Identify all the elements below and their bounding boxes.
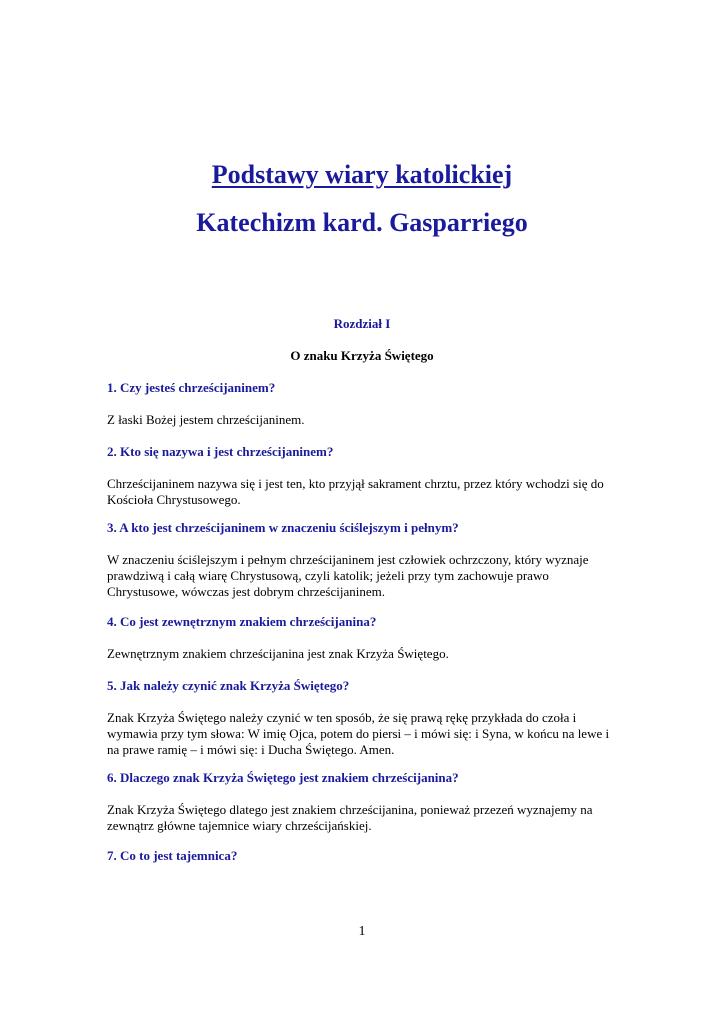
qa-item (107, 444, 622, 508)
question: 6. Dlaczego znak Krzyża Świętego jest znakiem chrześcijanina? (107, 770, 459, 785)
answer: Chrześcijaninem nazywa się i jest ten, kto przyjął sakrament chrztu, przez który wchodzi się do Kościoła Chrystusowego. (107, 476, 604, 507)
question: 5. Jak należy czynić znak Krzyża Świętego? (107, 678, 350, 693)
page-number: 1 (358, 924, 366, 939)
question: 4. Co jest zewnętrznym znakiem chrześcijanina? (107, 614, 377, 629)
answer: Zewnętrznym znakiem chrześcijanina jest znak Krzyża Świętego. (107, 646, 449, 661)
qa-item (107, 848, 622, 864)
question: 7. Co to jest tajemnica? (107, 848, 238, 863)
chapter-title: O znaku Krzyża Świętego (290, 348, 434, 363)
answer: Znak Krzyża Świętego dlatego jest znakiem chrześcijanina, ponieważ przezeń wyznajemy na zewnątrz główne tajemnice wiary chrześcijańskiej. (107, 802, 593, 833)
answer: Znak Krzyża Świętego należy czynić w ten sposób, że się prawą rękę przykłada do czoła i wymawia przy tym słowa: W imię Ojca, potem do piersi – i mówi się: i Syna, w końcu na lewe i na prawe ramię – i mówi się: i Ducha Świętego. Amen. (107, 710, 610, 757)
qa-item (107, 770, 622, 834)
question: 2. Kto się nazywa i jest chrześcijaninem? (107, 444, 334, 459)
document-title[interactable]: Podstawy wiary katolickiej (211, 160, 513, 189)
question: 1. Czy jesteś chrześcijaninem? (107, 380, 276, 395)
qa-item (107, 678, 622, 758)
qa-item (107, 380, 622, 428)
answer: W znaczeniu ściślejszym i pełnym chrześcijaninem jest człowiek ochrzczony, który wyznaje prawdziwą i całą wiarę Chrystusową, czyli katolik; jeżeli przy tym zachowuje prawo Chrystusowe, wówczas jest dobrym chrześcijaninem. (107, 552, 589, 599)
chapter-label: Rozdział I (333, 316, 391, 331)
document-subtitle: Katechizm kard. Gasparriego (196, 208, 528, 237)
qa-item (107, 520, 622, 600)
question: 3. A kto jest chrześcijaninem w znaczeniu ściślejszym i pełnym? (107, 520, 459, 535)
qa-item (107, 614, 622, 662)
answer: Z łaski Bożej jestem chrześcijaninem. (107, 412, 305, 427)
